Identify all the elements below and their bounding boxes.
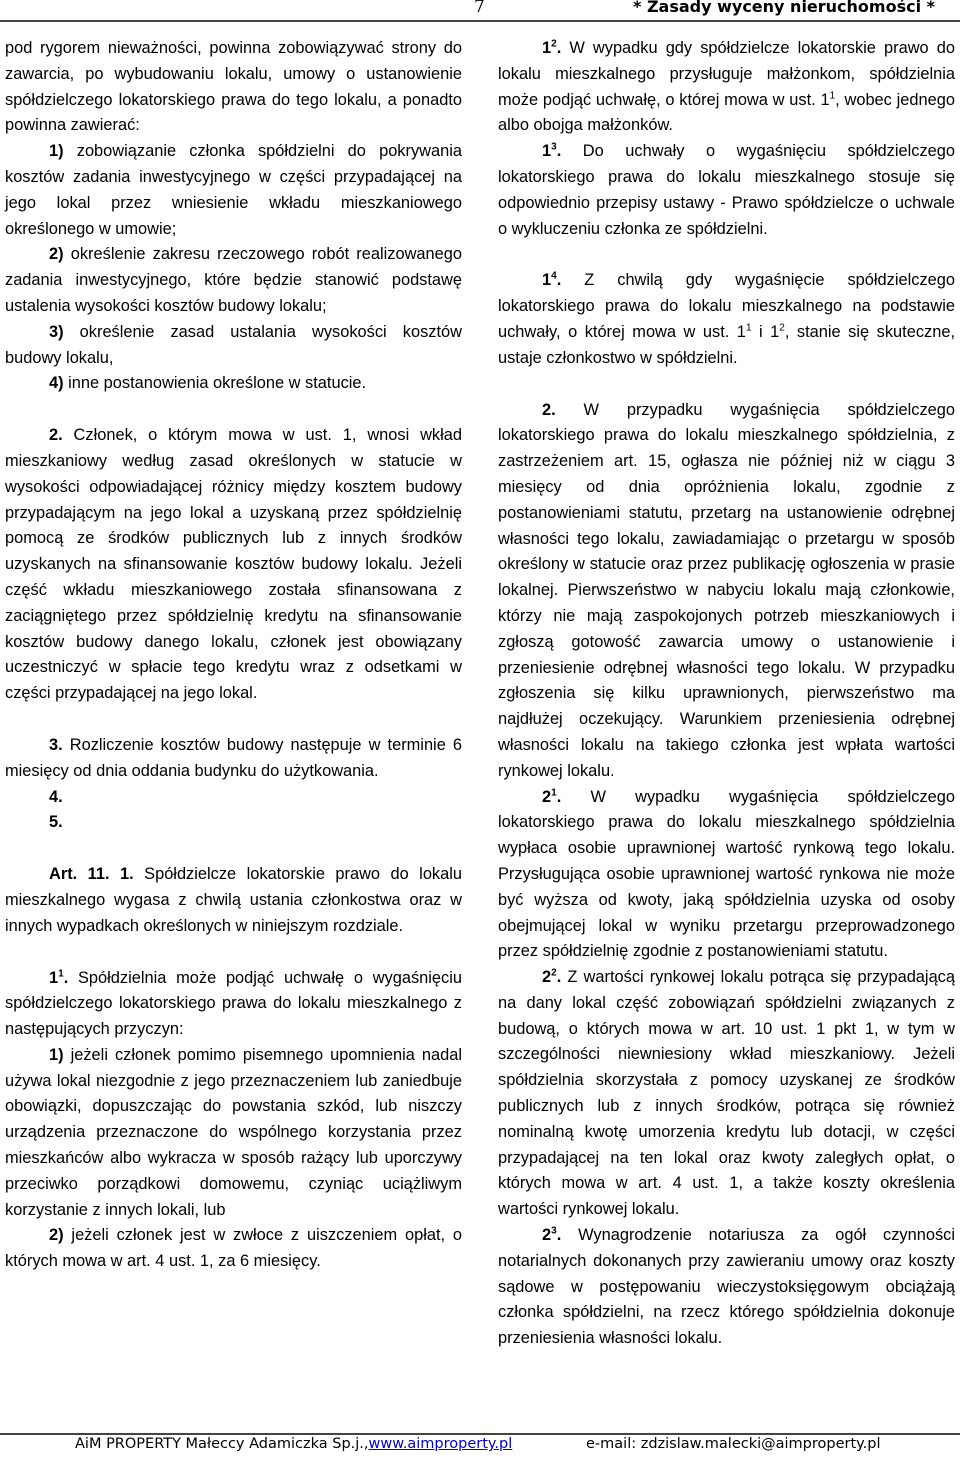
- paragraph-1-3: [498, 139, 955, 242]
- list-item-3: [5, 320, 462, 372]
- paragraph-1-2: [498, 36, 955, 139]
- paragraph-number: 2.: [49, 426, 63, 445]
- header-rule: [0, 20, 960, 22]
- paragraph-1-4: [498, 268, 955, 371]
- item-number: 1): [49, 1045, 64, 1064]
- paragraph-text: W wypadku gdy spółdzielcze lokatorskie prawo do lokalu mieszkalnego przysługuje małżonkom, spółdzielnia może podjąć uchwałę, o której mowa w ust. $1^1$, wobec jednego albo obojga małżonków.: [498, 39, 955, 135]
- item-number: 1): [49, 142, 64, 161]
- paragraph-5: [5, 810, 462, 836]
- paragraph-4: [5, 785, 462, 811]
- footer: [75, 1436, 955, 1452]
- cause-item-2: [5, 1223, 462, 1275]
- paragraph-number: $2^1$.: [542, 787, 562, 806]
- list-item-1: [5, 139, 462, 242]
- article-text: Spółdzielcze lokatorskie prawo do lokalu mieszkalnego wygasa z chwilą ustania członkostwa oraz w innych wypadkach określonych w niniejszym rozdziale.: [5, 865, 463, 935]
- paragraph-number: 3.: [49, 735, 63, 754]
- item-text: jeżeli członek jest w zwłoce z uiszczeniem opłat, o których mowa w art. 4 ust. 1, za 6 miesięcy.: [5, 1226, 463, 1271]
- paragraph-2-1: [498, 785, 955, 966]
- paragraph-text: Z chwilą gdy wygaśnięcie spółdzielczego lokatorskiego prawa do lokalu mieszkalnego na podstawie uchwały, o której mowa w ust. $1^1$ i $1^2$, stanie się skuteczne, ustaje członkostwo w spółdzielni.: [498, 271, 955, 367]
- paragraph-number: $2^3$.: [542, 1225, 562, 1245]
- paragraph-text: Rozliczenie kosztów budowy następuje w terminie 6 miesięcy od dnia oddania budynku do użytkowania.: [5, 735, 462, 780]
- item-text: zobowiązanie członka spółdzielni do pokrywania kosztów zadania inwestycyjnego w części przypadającej na jego lokal przez wniesienie wkładu mieszkaniowego określonego w umowie;: [5, 142, 462, 238]
- right-column: [498, 36, 955, 1352]
- paragraph-number: $1^2$.: [542, 38, 562, 57]
- footer-rule: [0, 1433, 960, 1435]
- paragraph-text: Wynagrodzenie notariusza za ogół czynności notarialnych dokonanych przy zawieraniu umowy oraz koszty sądowe w postępowaniu wieczystoksięgowym obciążają członka spółdzielni, na rzecz którego spółdzielnia dokonuje przeniesienia własności lokalu.: [498, 1226, 955, 1348]
- paragraph-number: 5.: [49, 813, 63, 832]
- article-label: Art. 11. 1.: [49, 865, 134, 884]
- paragraph-text: Członek, o którym mowa w ust. 1, wnosi wkład mieszkaniowy według zasad określonych w statucie w wysokości odpowiadającej różnicy między kosztem budowy przypadającym na jego lokal a uzyskaną przez spółdzielnię pomocą ze środków publicznych lub z innych środków uzyskanych na sfinansowanie kosztów budowy lokalu. Jeżeli część wkładu mieszkaniowego została sfinansowana z zaciągniętego przez spółdzielnię kredytu na sfinansowanie kosztów budowy danego lokalu, członek jest obowiązany uczestniczyć w spłacie tego kredytu wraz z odsetkami w części przypadającej na jego lokal.: [5, 426, 462, 703]
- paragraph-number: $1^3$.: [542, 141, 562, 161]
- paragraph-number: $2^2$.: [542, 967, 562, 987]
- footer-email[interactable]: e-mail: zdzislaw.malecki@aimproperty.pl: [586, 1436, 881, 1452]
- footer-website-link[interactable]: www.aimproperty.pl: [368, 1436, 513, 1452]
- left-column: [5, 36, 462, 1275]
- article-11: [5, 862, 462, 939]
- list-item-2: [5, 242, 462, 319]
- page-number: 7: [474, 0, 485, 17]
- paragraph-text: Do uchwały o wygaśnięciu spółdzielczego lokatorskiego prawa do lokalu mieszkalnego stosuje się odpowiednio przepisy ustawy - Prawo spółdzielcze o uchwale o wykluczeniu członka ze spółdzielni.: [498, 142, 955, 238]
- item-text: jeżeli członek pomimo pisemnego upomnienia nadal używa lokal niezgodnie z jego przeznaczeniem lub zaniedbuje obowiązki, dopuszczając do powstania szkód, lub niszczy urządzenia przeznaczone do wspólnego korzystania przez mieszkańców albo wykracza w sposób rażący lub uporczywy przeciwko porządkowi domowemu, czyniąc uciążliwym korzystanie z innych lokali, lub: [5, 1045, 462, 1219]
- item-text: inne postanowienia określone w statucie.: [68, 374, 367, 393]
- header-title: * Zasady wyceny nieruchomości *: [633, 0, 936, 16]
- cause-item-1: [5, 1043, 462, 1224]
- paragraph-number: $1^1$.: [49, 968, 69, 987]
- paragraph-2-2: [498, 965, 955, 1223]
- item-text: określenie zakresu rzeczowego robót realizowanego zadania inwestycyjnego, które będzie stanowić podstawę ustalenia wysokości kosztów budowy lokalu;: [5, 245, 462, 315]
- paragraph-text: W przypadku wygaśnięcia spółdzielczego lokatorskiego prawa do lokalu mieszkalnego spółdzielnia, z zastrzeżeniem art. 15, ogłasza nie później niż w ciągu 3 miesięcy od dnia opróżnienia lokalu, zgodnie z postanowieniami statutu, przetarg na ustanowienie odrębnej własności tego lokalu, zawiadamiając o przetargu w sposób określony w statucie oraz przez publikację ogłoszenia w prasie lokalnej. Pierwszeństwo w nabyciu lokalu mają członkowie, którzy nie mają zaspokojonych potrzeb mieszkaniowych i zgłoszą gotowość zawarcia umowy o ustanowienie i przeniesienie odrębnej własności tego lokalu. W przypadku zgłoszenia się kilku uprawnionych, pierwszeństwo ma najdłużej oczekujący. Warunkiem przeniesienia odrębnej własności lokalu na takiego członka jest wpłata wartości rynkowej lokalu.: [498, 400, 955, 780]
- paragraph-number: $1^4$.: [542, 270, 562, 290]
- paragraph-2: [498, 398, 955, 785]
- paragraph-text: W wypadku wygaśnięcia spółdzielczego lokatorskiego prawa do lokalu mieszkalnego spółdzielnia wypłaca osobie uprawnionej wartość rynkową tego lokalu. Przysługująca osobie uprawnionej wartość rynkowa nie może być wyższa od kwoty, jaką spółdzielnia uzyska od osoby obejmującej lokal w wyniku przetargu przeprowadzonego przez spółdzielnię zgodnie z postanowieniami statutu.: [498, 787, 955, 961]
- paragraph-2-3: [498, 1223, 955, 1352]
- intro-paragraph: pod rygorem nieważności, powinna zobowiązywać strony do zawarcia, po wybudowaniu lokalu, umowy o ustanowienie spółdzielczego lokatorskiego prawa do tego lokalu, a ponadto powinna zawierać:: [5, 39, 462, 135]
- item-number: 2): [49, 245, 64, 264]
- item-number: 3): [49, 322, 64, 341]
- item-number: 4): [49, 374, 64, 393]
- paragraph-3: [5, 733, 462, 785]
- paragraph-text: Z wartości rynkowej lokalu potrąca się przypadającą na dany lokal część zobowiązań spółdzielni związanych z budową, o których mowa w art. 10 ust. 1 pkt 1, w tym w szczególności niewniesiony wkład mieszkaniowy. Jeżeli spółdzielnia skorzystała z pomocy uzyskanej ze środków publicznych lub z innych środków, potrąca się również nominalną kwotę umorzenia kredytu lub dotacji, w części przypadającej na ten lokal oraz kwoty zaległych opłat, o których mowa w art. 4 ust. 1, a także koszty określenia wartości rynkowej lokalu.: [498, 968, 955, 1219]
- paragraph-number: 2.: [542, 400, 556, 419]
- paragraph-text: Spółdzielnia może podjąć uchwałę o wygaśnięciu spółdzielczego lokatorskiego prawa do lokalu mieszkalnego z następujących przyczyn:: [5, 968, 462, 1039]
- item-text: określenie zasad ustalania wysokości kosztów budowy lokalu,: [5, 322, 462, 367]
- footer-company: AiM PROPERTY Małeccy Adamiczka Sp.j.,: [75, 1436, 369, 1452]
- paragraph-2: [5, 423, 462, 707]
- list-item-4: [5, 371, 462, 397]
- paragraph-number: 4.: [49, 787, 63, 806]
- item-number: 2): [49, 1226, 64, 1245]
- paragraph-1-1: [5, 966, 462, 1043]
